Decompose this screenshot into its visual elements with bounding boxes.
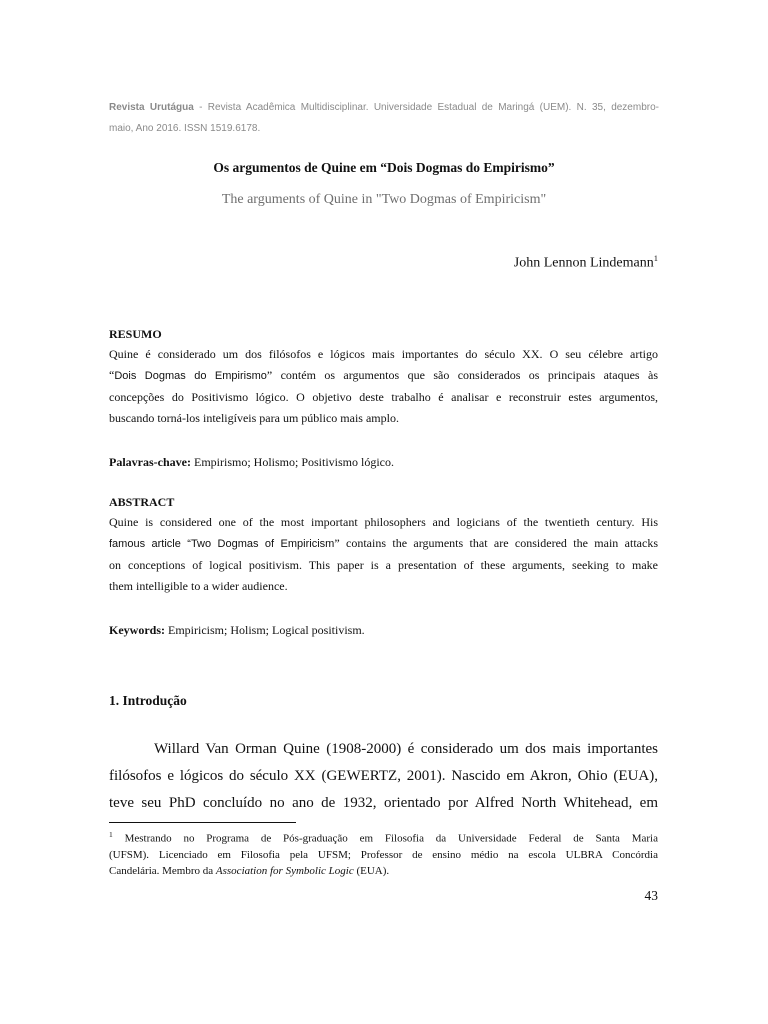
footnote-association: Association for Symbolic Logic — [215, 864, 354, 877]
keywords-value: Empiricism; Holism; Logical positivism. — [168, 623, 365, 637]
footnote-line-3: Candelária. Membro da Association for Symbolic Logic (EUA). — [109, 864, 390, 877]
footnote — [109, 827, 658, 879]
abstract-line-4: them intelligible to a wider audience. — [109, 579, 288, 593]
abstract-text — [109, 512, 658, 597]
intro-line-1: Willard Van Orman Quine (1908-2000) é considerado um dos mais importantes — [154, 741, 658, 757]
keywords — [109, 623, 659, 638]
journal-name: Revista Urutágua — [109, 102, 194, 113]
abstract-heading: ABSTRACT — [109, 495, 175, 509]
footnote-divider — [109, 822, 296, 823]
intro-line-2: filósofos e lógicos do século XX (GEWERTZ, 2001). Nascido em Akron, Ohio (EUA), — [109, 768, 658, 784]
journal-details-2: maio, Ano 2016. ISSN 1519.6178. — [109, 123, 261, 134]
resumo-heading: RESUMO — [109, 327, 162, 341]
intro-line-3: teve seu PhD concluído no ano de 1932, orientado por Alfred North Whitehead, em — [109, 795, 658, 811]
intro-paragraph — [109, 736, 658, 817]
journal-details-1: - Revista Acadêmica Multidisciplinar. Universidade Estadual de Maringá (UEM). N. 35, dezembro- — [199, 102, 659, 113]
resumo-line-3: concepções do Positivismo lógico. O objetivo deste trabalho é analisar e reconstruir estes argumentos, — [109, 390, 658, 404]
resumo-line-1: Quine é considerado um dos filósofos e lógicos mais importantes do século XX. O seu célebre artigo — [109, 347, 658, 361]
author-name: John Lennon Lindemann — [513, 255, 654, 271]
keywords-label: Keywords: — [109, 623, 165, 637]
resumo-article-title: Dois Dogmas do Empirismo — [114, 370, 267, 382]
paper-subtitle: The arguments of Quine in "Two Dogmas of Empiricism" — [221, 192, 547, 207]
resumo-line-4: buscando torná-los inteligíveis para um público mais amplo. — [109, 411, 399, 425]
paper-title: Os argumentos de Quine em “Dois Dogmas do Empirismo” — [213, 160, 555, 175]
footnote-line-2: (UFSM). Licenciado em Filosofia pela UFSM; Professor de ensino médio na escola ULBRA Concórdia — [109, 848, 658, 861]
palavras-chave-value: Empirismo; Holismo; Positivismo lógico. — [193, 455, 394, 469]
author — [514, 253, 658, 272]
palavras-chave-label: Palavras-chave: — [109, 455, 191, 469]
resumo-text — [109, 344, 658, 429]
journal-header — [109, 97, 659, 139]
section-heading: 1. Introdução — [109, 693, 187, 708]
footnote-mark: 1 — [109, 830, 113, 839]
abstract-line-3: on conceptions of logical positivism. This paper is a presentation of these arguments, seeking to make — [109, 558, 658, 572]
author-footnote-mark[interactable]: 1 — [653, 253, 658, 263]
palavras-chave — [109, 455, 659, 470]
resumo-line-2: “Dois Dogmas do Empirismo” contém os argumentos que são considerados os principais ataques às — [109, 368, 658, 382]
footnote-line-1: $^1$ Mestrando no Programa de Pós-graduação em Filosofia da Universidade Federal de Santa Maria — [109, 830, 658, 845]
page-number: 43 — [644, 888, 658, 903]
abstract-line-1: Quine is considered one of the most important philosophers and logicians of the twentieth century. His — [109, 515, 658, 529]
abstract-article-title: Two Dogmas of Empiricism — [190, 538, 335, 550]
abstract-line-2: famous article “Two Dogmas of Empiricism” contains the arguments that are considered the main attacks — [109, 536, 658, 550]
